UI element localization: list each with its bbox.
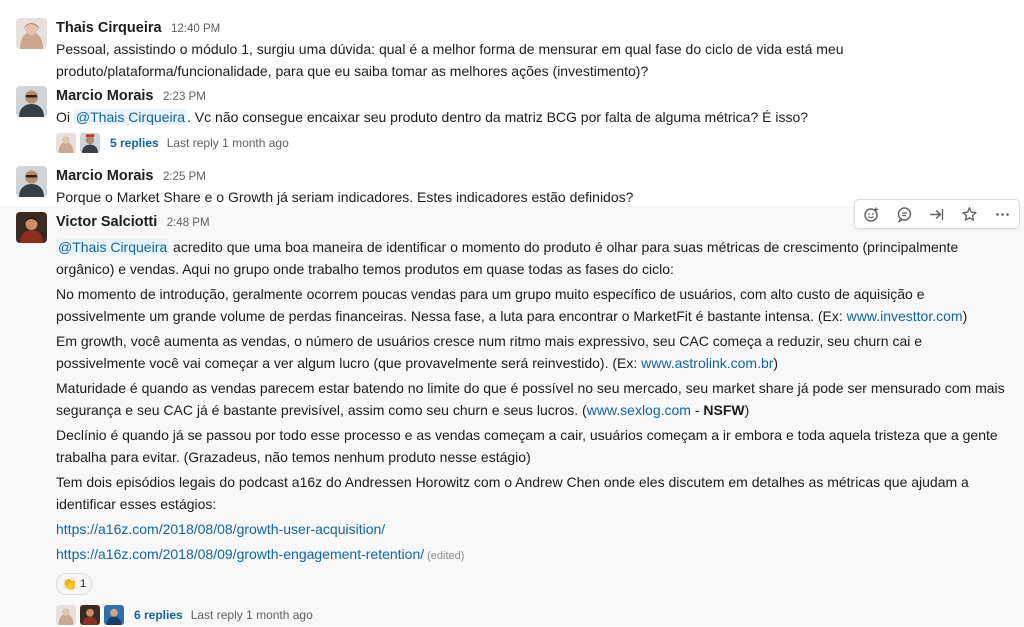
link-a16z-user-acquisition[interactable]: https://a16z.com/2018/08/08/growth-user-acquisition/	[56, 521, 386, 537]
text-segment: )	[773, 355, 779, 371]
thread-replies-link[interactable]: 5 replies	[110, 136, 159, 150]
text-segment: acredito que uma boa maneira de identificar o momento do produto é olhar para suas métricas de crescimento (principalmente orgânico) e vendas. Aqui no grupo onde trabalho temos produtos em quase todas as fases do ciclo:	[56, 239, 959, 277]
message-paragraph-8	[56, 543, 1014, 567]
link-sexlog[interactable]: www.sexlog.com	[586, 402, 691, 418]
message-paragraph-7	[56, 518, 1014, 540]
message-paragraph-2	[56, 283, 1014, 327]
mention-thais[interactable]: @Thais Cirqueira	[58, 239, 168, 255]
thread-last-reply: Last reply 1 month ago	[190, 608, 313, 622]
mention-thais[interactable]: @Thais Cirqueira	[75, 109, 186, 125]
nsfw-label: NSFW	[703, 402, 745, 418]
message-paragraph-4	[56, 377, 1014, 421]
text-segment: No momento de introdução, geralmente ocorrem poucas vendas para um grupo muito específico de usuários, com alto custo de aquisição e possivelmente um grande volume de perdas financeiras. Nessa fase, a luta para encontrar o MarketFit é bastante intensa. (Ex:	[56, 286, 925, 324]
more-actions-icon[interactable]	[990, 202, 1016, 226]
text-segment: Maturidade é quando as vendas parecem estar batendo no limite do que é possível no seu mercado, seu market share já pode ser mensurado com mais segurança e seu CAC já é bastante previsível, assim como seu churn e seus lucros. (	[56, 380, 1005, 418]
message-thais-1	[0, 12, 1024, 82]
message-text: Pessoal, assistindo o módulo 1, surgiu uma dúvida: qual é a melhor forma de mensurar em qual fase do ciclo de vida está meu produto/plataforma/funcionalidade, para que eu saiba tomar as melhores ações (investimento)?	[56, 41, 844, 79]
author-name[interactable]: Marcio Morais	[56, 88, 154, 104]
edited-label: (edited)	[427, 550, 465, 562]
reaction-count: 1	[79, 578, 87, 590]
add-reaction-icon[interactable]	[858, 202, 884, 226]
link-a16z-engagement-retention[interactable]: https://a16z.com/2018/08/09/growth-engagement-retention/	[56, 546, 425, 562]
thread-avatar-victor	[80, 605, 100, 625]
thread-summary[interactable]	[56, 603, 1014, 627]
thread-avatar-marcio	[80, 133, 100, 153]
timestamp[interactable]: 2:23 PM	[162, 91, 206, 103]
message-paragraph-5: Declínio é quando já se passou por todo esse processo e as vendas começam a cair, usuários começam a ir embora e toda aquela tristeza que a gente trabalha para evitar. (Grazadeus, não temos nenhum produto nesse estágio)	[56, 427, 998, 465]
avatar-thais[interactable]	[16, 18, 47, 49]
avatar-marcio[interactable]	[16, 166, 47, 197]
text-segment: )	[962, 308, 968, 324]
text-segment: )	[744, 402, 750, 418]
message-paragraph-3	[56, 330, 1014, 374]
message-text	[56, 106, 1014, 128]
text-segment: -	[690, 402, 704, 418]
start-thread-icon[interactable]	[891, 202, 917, 226]
link-astrolink[interactable]: www.astrolink.com.br	[641, 355, 774, 371]
author-name[interactable]: Thais Cirqueira	[56, 20, 162, 36]
star-icon[interactable]	[957, 202, 983, 226]
timestamp[interactable]: 12:40 PM	[171, 23, 221, 35]
share-message-icon[interactable]	[924, 202, 950, 226]
message-text: Porque o Market Share e o Growth já seriam indicadores. Estes indicadores estão definidos?	[56, 189, 634, 205]
message-victor	[0, 206, 1024, 625]
reaction-clap[interactable]	[56, 573, 92, 595]
avatar-victor[interactable]	[16, 212, 47, 243]
text-segment: Em growth, você aumenta as vendas, o número de usuários cresce num ritmo mais expressivo, seu CAC começa a reduzir, seu churn cai e possivelmente você vai começar a ver algum lucro (que provavelmente será reinvestido). (Ex:	[56, 333, 923, 371]
text-segment: . Vc não consegue encaixar seu produto dentro da matriz BCG por falta de alguma métrica? É isso?	[187, 109, 809, 125]
link-investtor[interactable]: www.investtor.com	[846, 308, 963, 324]
author-name[interactable]: Marcio Morais	[56, 168, 154, 184]
timestamp[interactable]: 2:48 PM	[166, 217, 210, 229]
text-segment: Oi	[56, 109, 74, 125]
clap-icon: 👏	[62, 577, 77, 591]
thread-replies-link[interactable]: 6 replies	[134, 608, 183, 622]
avatar-marcio[interactable]	[16, 86, 47, 117]
thread-last-reply: Last reply 1 month ago	[166, 136, 289, 150]
thread-summary[interactable]	[56, 131, 1014, 155]
message-actions-toolbar	[854, 199, 1020, 229]
message-marcio-1	[0, 80, 1024, 160]
thread-avatar-thais	[56, 605, 76, 625]
message-paragraph-1	[56, 236, 1014, 280]
timestamp[interactable]: 2:25 PM	[162, 171, 206, 183]
thread-avatar-other	[104, 605, 124, 625]
message-paragraph-6: Tem dois episódios legais do podcast a16z do Andressen Horowitz com o Andrew Chen onde eles discutem em detalhes as métricas que ajudam a identificar esses estágios:	[56, 474, 969, 512]
author-name[interactable]: Victor Salciotti	[56, 214, 158, 230]
thread-avatar-thais	[56, 133, 76, 153]
